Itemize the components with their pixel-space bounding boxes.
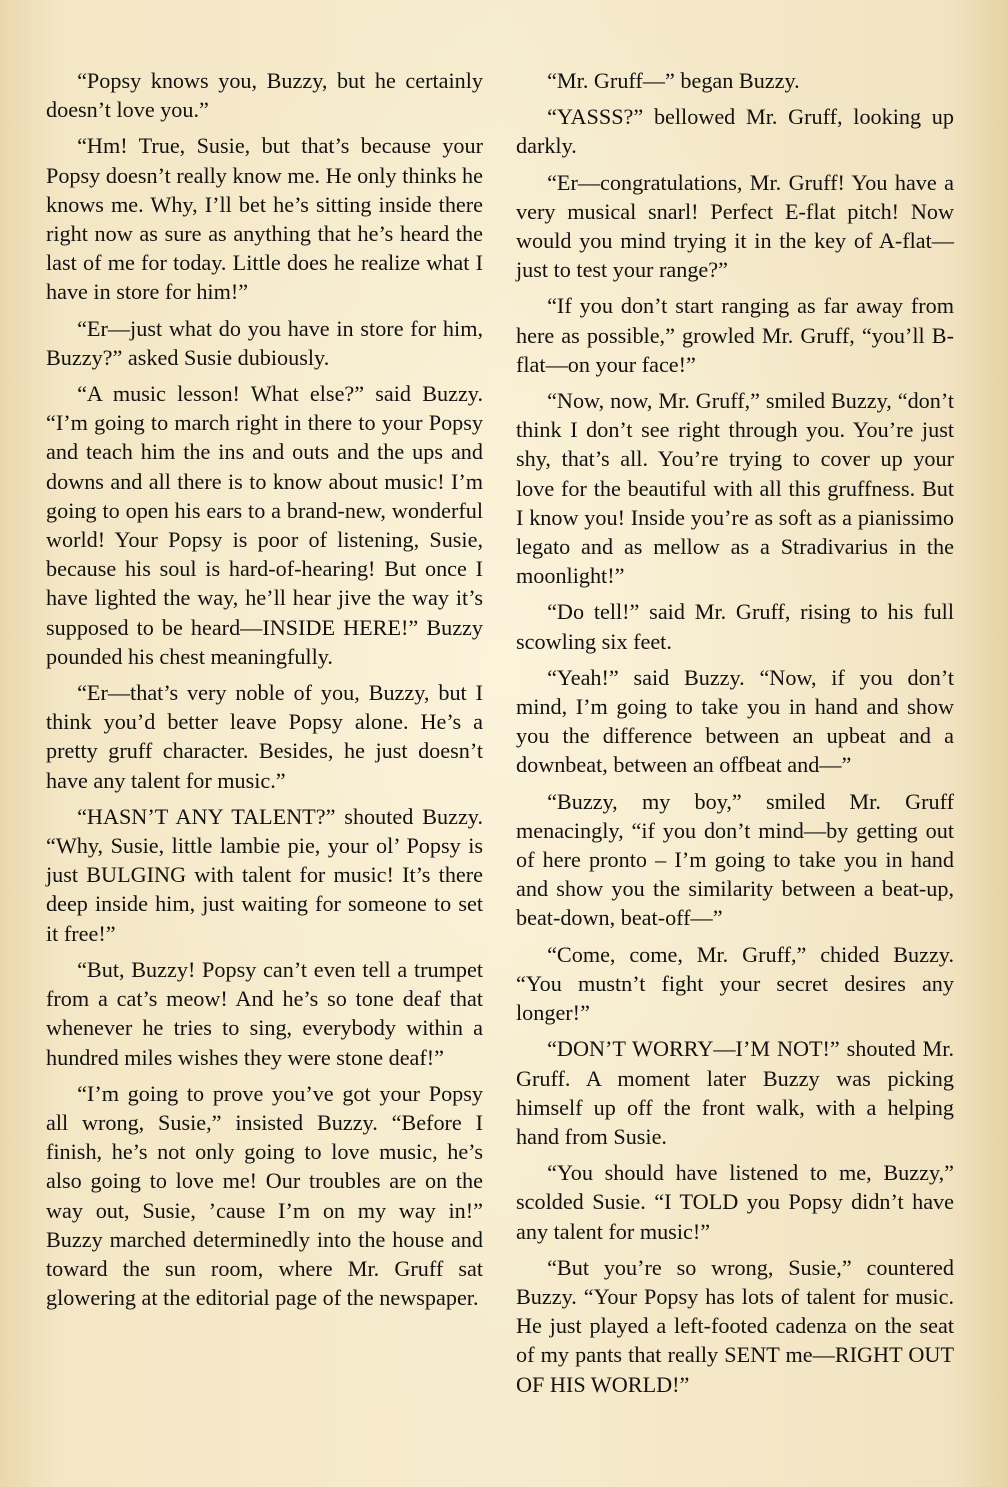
paragraph: “DON’T WORRY—I’M NOT!” shouted Mr. Gruff. A moment later Buzzy was picking himself up off the front walk, with a helping hand from Susie. (516, 1036, 954, 1149)
paragraph: “Popsy knows you, Buzzy, but he certainly doesn’t love you.” (46, 68, 483, 123)
paragraph: “Er—that’s very noble of you, Buzzy, but I think you’d better leave Popsy alone. He’s a pretty gruff character. Besides, he just doesn’t have any talent for music.” (46, 680, 483, 793)
right-text-column (516, 66, 954, 1406)
paragraph: “Er—congratulations, Mr. Gruff! You have a very musical snarl! Perfect E-flat pitch! Now would you mind trying it in the key of A-flat—just to test your range?” (516, 169, 954, 283)
left-text-column (46, 66, 483, 1319)
paragraph: “But you’re so wrong, Susie,” countered Buzzy. “Your Popsy has lots of talent for music. He just played a left-footed cadenza on the seat of my pants that really SENT me—RIGHT OUT OF HIS WORLD!” (516, 1254, 954, 1397)
paragraph: “Now, now, Mr. Gruff,” smiled Buzzy, “don’t think I don’t see right through you. You’re just shy, that’s all. You’re trying to cover up your love for the beautiful with all this gruffness. But I know you! Inside you’re as soft as a pianissimo legato and as mellow as a Stradivarius in the moonlight!” (516, 388, 954, 589)
paragraph: “Mr. Gruff—” began Buzzy. (547, 68, 800, 93)
paragraph: “HASN’T ANY TALENT?” shouted Buzzy. “Why, Susie, little lambie pie, your ol’ Popsy is just BULGING with talent for music! It’s there deep inside him, just waiting for someone to set it free!” (46, 803, 483, 946)
paragraph: “A music lesson! What else?” said Buzzy. “I’m going to march right in there to your Popsy and teach him the ins and outs and the ups and downs and all there is to know about music! I’m going to open his ears to a brand-new, wonderful world! Your Popsy is poor of listening, Susie, because his soul is hard-of-hearing! But once I have lighted the way, he’ll hear jive the way it’s supposed to be heard—INSIDE HERE!” Buzzy pounded his chest meaningfully. (46, 381, 483, 669)
paragraph: “I’m going to prove you’ve got your Popsy all wrong, Susie,” insisted Buzzy. “Before I finish, he’s not only going to love music, he’s also going to love me! Our troubles are on the way out, Susie, ’cause I’m on my way in!” Buzzy marched determinedly into the house and toward the sun room, where Mr. Gruff sat glowering at the editorial page of the newspaper. (46, 1080, 483, 1311)
paragraph: “But, Buzzy! Popsy can’t even tell a trumpet from a cat’s meow! And he’s so tone deaf that whenever he tries to sing, everybody within a hundred miles wishes they were stone deaf!” (46, 956, 483, 1070)
paragraph: “Yeah!” said Buzzy. “Now, if you don’t mind, I’m going to take you in hand and show you the difference between an upbeat and a downbeat, between an offbeat and—” (516, 664, 954, 778)
paragraph: “Hm! True, Susie, but that’s because your Popsy doesn’t really know me. He only thinks he knows me. Why, I’ll bet he’s sitting inside there right now as sure as anything that he’s heard the last of me for today. Little does he realize what I have in store for him!” (46, 133, 483, 305)
paragraph: “If you don’t start ranging as far away from here as possible,” growled Mr. Gruff, “you’ll B-flat—on your face!” (516, 293, 954, 377)
paragraph: “You should have listened to me, Buzzy,” scolded Susie. “I TOLD you Popsy didn’t have any talent for music!” (516, 1160, 954, 1244)
paragraph: “Er—just what do you have in store for him, Buzzy?” asked Susie dubiously. (46, 315, 483, 370)
paragraph: “YASSS?” bellowed Mr. Gruff, looking up darkly. (516, 104, 954, 159)
paragraph: “Do tell!” said Mr. Gruff, rising to his full scowling six feet. (516, 599, 954, 654)
paragraph: “Buzzy, my boy,” smiled Mr. Gruff menacingly, “if you don’t mind—by getting out of here pronto – I’m going to take you in hand and show you the similarity between a beat-up, beat-down, beat-off—” (516, 788, 954, 931)
paragraph: “Come, come, Mr. Gruff,” chided Buzzy. “You mustn’t fight your secret desires any longer!” (516, 941, 954, 1026)
